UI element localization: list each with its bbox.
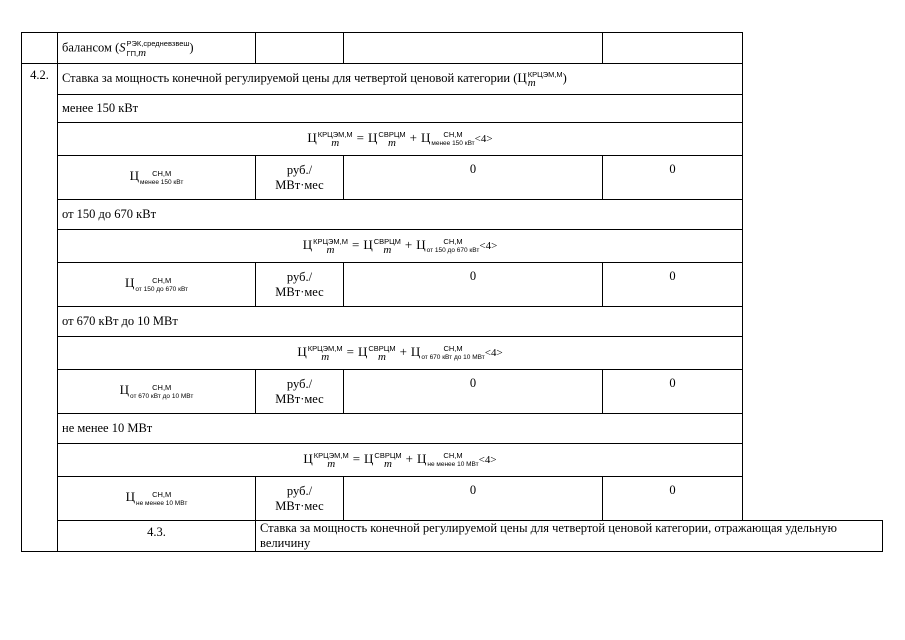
formula-row — [22, 444, 883, 477]
value1-cell: 0 — [344, 477, 603, 521]
balance-sub-m: m — [138, 46, 147, 59]
section-43-number: 4.3. — [58, 521, 256, 552]
unit-cell — [256, 263, 344, 307]
formula-lhs-indices — [313, 237, 348, 255]
formula-term2-sub: от 670 кВт до 10 МВт — [421, 354, 485, 361]
formula-cell — [58, 337, 743, 370]
unit-line2: МВт·мес — [275, 177, 324, 192]
formula-note: <4> — [479, 239, 498, 252]
row-symbol: Ц — [129, 168, 140, 184]
formula-term2: Ц — [420, 129, 431, 145]
formula-row — [22, 337, 883, 370]
section-42-title-cell — [58, 64, 743, 95]
unit-line2: МВт·мес — [275, 284, 324, 299]
unit-cell — [256, 370, 344, 414]
row-symbol-indices — [130, 383, 193, 401]
formula-lhs-sup: КРЦЭМ,М — [313, 237, 348, 246]
group-heading-row — [22, 414, 883, 444]
formula-plus: + — [399, 343, 407, 359]
row-symbol-cell — [58, 156, 256, 200]
formula-plus: + — [409, 129, 417, 145]
group-heading: не менее 10 МВт — [58, 414, 743, 444]
formula-note: <4> — [484, 346, 503, 359]
row-number-cell — [22, 33, 58, 64]
section-42-sup: КРЦЭМ,М — [527, 70, 563, 80]
value2-cell: 0 — [603, 263, 743, 307]
row-symbol-indices — [140, 169, 183, 187]
formula-term1: Ц — [363, 236, 373, 252]
formula-term2-indices — [421, 344, 484, 362]
formula-term2-sup: СН,М — [443, 237, 463, 246]
formula-lhs-sub: m — [327, 458, 336, 470]
formula-plus: + — [404, 236, 413, 252]
formula-lhs-indices — [308, 344, 343, 362]
row-symbol-sub: не менее 10 МВт — [136, 499, 188, 507]
section-42-sub: m — [527, 77, 536, 90]
formula-note: <4> — [474, 132, 493, 145]
value-row — [22, 370, 883, 414]
section-42-symbol: Ц — [517, 69, 527, 85]
row-symbol: Ц — [119, 382, 129, 398]
value1-cell — [344, 33, 603, 64]
value2-cell: 0 — [603, 370, 743, 414]
group-heading: от 670 кВт до 10 МВт — [58, 307, 743, 337]
balance-sub: ГП, — [126, 48, 139, 58]
formula-term1-sub: m — [383, 244, 392, 256]
formula-term2-indices — [427, 237, 480, 255]
row-symbol-sup: СН,М — [152, 168, 172, 178]
group-heading-row — [22, 307, 883, 337]
value2-cell — [603, 33, 743, 64]
value2-cell: 0 — [603, 156, 743, 200]
formula-lhs-sup: КРЦЭМ,М — [317, 130, 353, 139]
formula-term1-sub: m — [388, 137, 396, 149]
balance-close: ) — [189, 39, 194, 54]
row-symbol-sup: СН,М — [152, 382, 172, 392]
row-symbol-cell — [58, 370, 256, 414]
formula-cell — [58, 123, 743, 156]
formula-term1-sup: СВРЦМ — [374, 451, 402, 460]
section-43-row — [22, 521, 883, 552]
row-symbol-cell — [58, 477, 256, 521]
formula-cell — [58, 444, 743, 477]
value2-cell: 0 — [603, 477, 743, 521]
formula-term1-sup: СВРЦМ — [373, 237, 401, 246]
table-row-balance — [22, 33, 883, 64]
balance-sup: РЭК,средневзвеш — [126, 38, 190, 48]
formula-term1-sup: СВРЦМ — [378, 130, 406, 139]
row-symbol-sup: СН,М — [152, 489, 172, 499]
section-42-indices — [528, 70, 563, 88]
balance-symbol-indices — [127, 39, 190, 58]
row-symbol-indices — [135, 276, 188, 294]
formula-plus: + — [405, 450, 413, 466]
formula-term1-sub: m — [377, 351, 386, 363]
section-42-number: 4.2. — [22, 64, 58, 552]
unit-line2: МВт·мес — [275, 498, 324, 513]
formula-term2-indices — [427, 451, 478, 469]
value1-cell: 0 — [344, 156, 603, 200]
formula-cell — [58, 230, 743, 263]
section-43-title: Ставка за мощность конечной регулируемой цены для четвертой ценовой категории, отражающая удельную величину — [256, 521, 883, 552]
row-symbol-indices — [136, 490, 187, 508]
formula-term2: Ц — [416, 450, 427, 466]
formula-note: <4> — [478, 453, 497, 466]
value1-cell: 0 — [344, 370, 603, 414]
formula-lhs-sub: m — [331, 137, 340, 149]
formula-term2: Ц — [410, 343, 421, 359]
formula-lhs: Ц — [307, 129, 317, 145]
value1-cell: 0 — [344, 263, 603, 307]
formula-term1-sup: СВРЦМ — [368, 344, 396, 353]
formula-term2-sup: СН,М — [443, 344, 463, 353]
formula-term2-indices — [431, 130, 474, 148]
formula-term1: Ц — [364, 450, 374, 466]
unit-line2: МВт·мес — [275, 391, 324, 406]
formula-eq: = — [356, 129, 365, 145]
formula-term1: Ц — [357, 343, 368, 359]
group-heading-row — [22, 200, 883, 230]
balance-label-cell — [58, 33, 256, 64]
group-heading: менее 150 кВт — [58, 95, 743, 123]
unit-cell — [256, 156, 344, 200]
formula-lhs: Ц — [297, 343, 307, 359]
formula-lhs-sup: КРЦЭМ,М — [307, 344, 343, 353]
formula-lhs-indices — [314, 451, 349, 469]
formula-term2: Ц — [416, 236, 426, 252]
row-symbol: Ц — [125, 489, 136, 505]
formula-term1-indices — [374, 451, 401, 469]
formula-lhs-sub: m — [326, 244, 335, 256]
group-heading-row — [22, 95, 883, 123]
unit-cell — [256, 477, 344, 521]
formula-eq: = — [351, 236, 360, 252]
unit-cell — [256, 33, 344, 64]
formula-lhs-indices — [318, 130, 353, 148]
formula-lhs: Ц — [303, 450, 313, 466]
unit-line1: руб./ — [286, 376, 313, 391]
row-symbol-sub: менее 150 кВт — [140, 178, 184, 186]
section-42-close: ) — [562, 70, 567, 85]
formula-row — [22, 230, 883, 263]
value-row — [22, 156, 883, 200]
row-symbol-sup: СН,М — [152, 275, 172, 285]
formula-row — [22, 123, 883, 156]
balance-label-text: балансом ( — [62, 39, 120, 54]
formula-term2-sub: не менее 10 МВт — [427, 461, 479, 468]
formula-term2-sup: СН,М — [443, 451, 463, 460]
group-heading: от 150 до 670 кВт — [58, 200, 743, 230]
unit-line1: руб./ — [286, 269, 313, 284]
formula-term2-sub: от 150 до 670 кВт — [426, 247, 480, 254]
tariff-table — [21, 32, 883, 552]
value-row — [22, 263, 883, 307]
formula-term2-sub: менее 150 кВт — [431, 140, 475, 147]
row-symbol: Ц — [124, 275, 135, 291]
section-42-row — [22, 64, 883, 95]
balance-symbol: S — [119, 39, 126, 54]
formula-term1-indices — [378, 130, 405, 148]
value-row — [22, 477, 883, 521]
formula-lhs: Ц — [302, 236, 313, 252]
unit-line1: руб./ — [286, 162, 313, 177]
formula-eq: = — [346, 343, 354, 359]
formula-lhs-sup: КРЦЭМ,М — [313, 451, 349, 460]
row-symbol-sub: от 670 кВт до 10 МВт — [129, 392, 194, 400]
formula-eq: = — [352, 450, 361, 466]
row-symbol-cell — [58, 263, 256, 307]
formula-term2-sup: СН,М — [443, 130, 463, 139]
row-symbol-sub: от 150 до 670 кВт — [135, 285, 189, 293]
unit-line1: руб./ — [286, 483, 313, 498]
formula-term1: Ц — [368, 129, 378, 145]
formula-term1-indices — [374, 237, 401, 255]
formula-term1-indices — [368, 344, 395, 362]
formula-term1-sub: m — [384, 458, 392, 470]
formula-lhs-sub: m — [321, 351, 330, 363]
section-42-title: Ставка за мощность конечной регулируемой цены для четвертой ценовой категории ( — [62, 70, 518, 85]
